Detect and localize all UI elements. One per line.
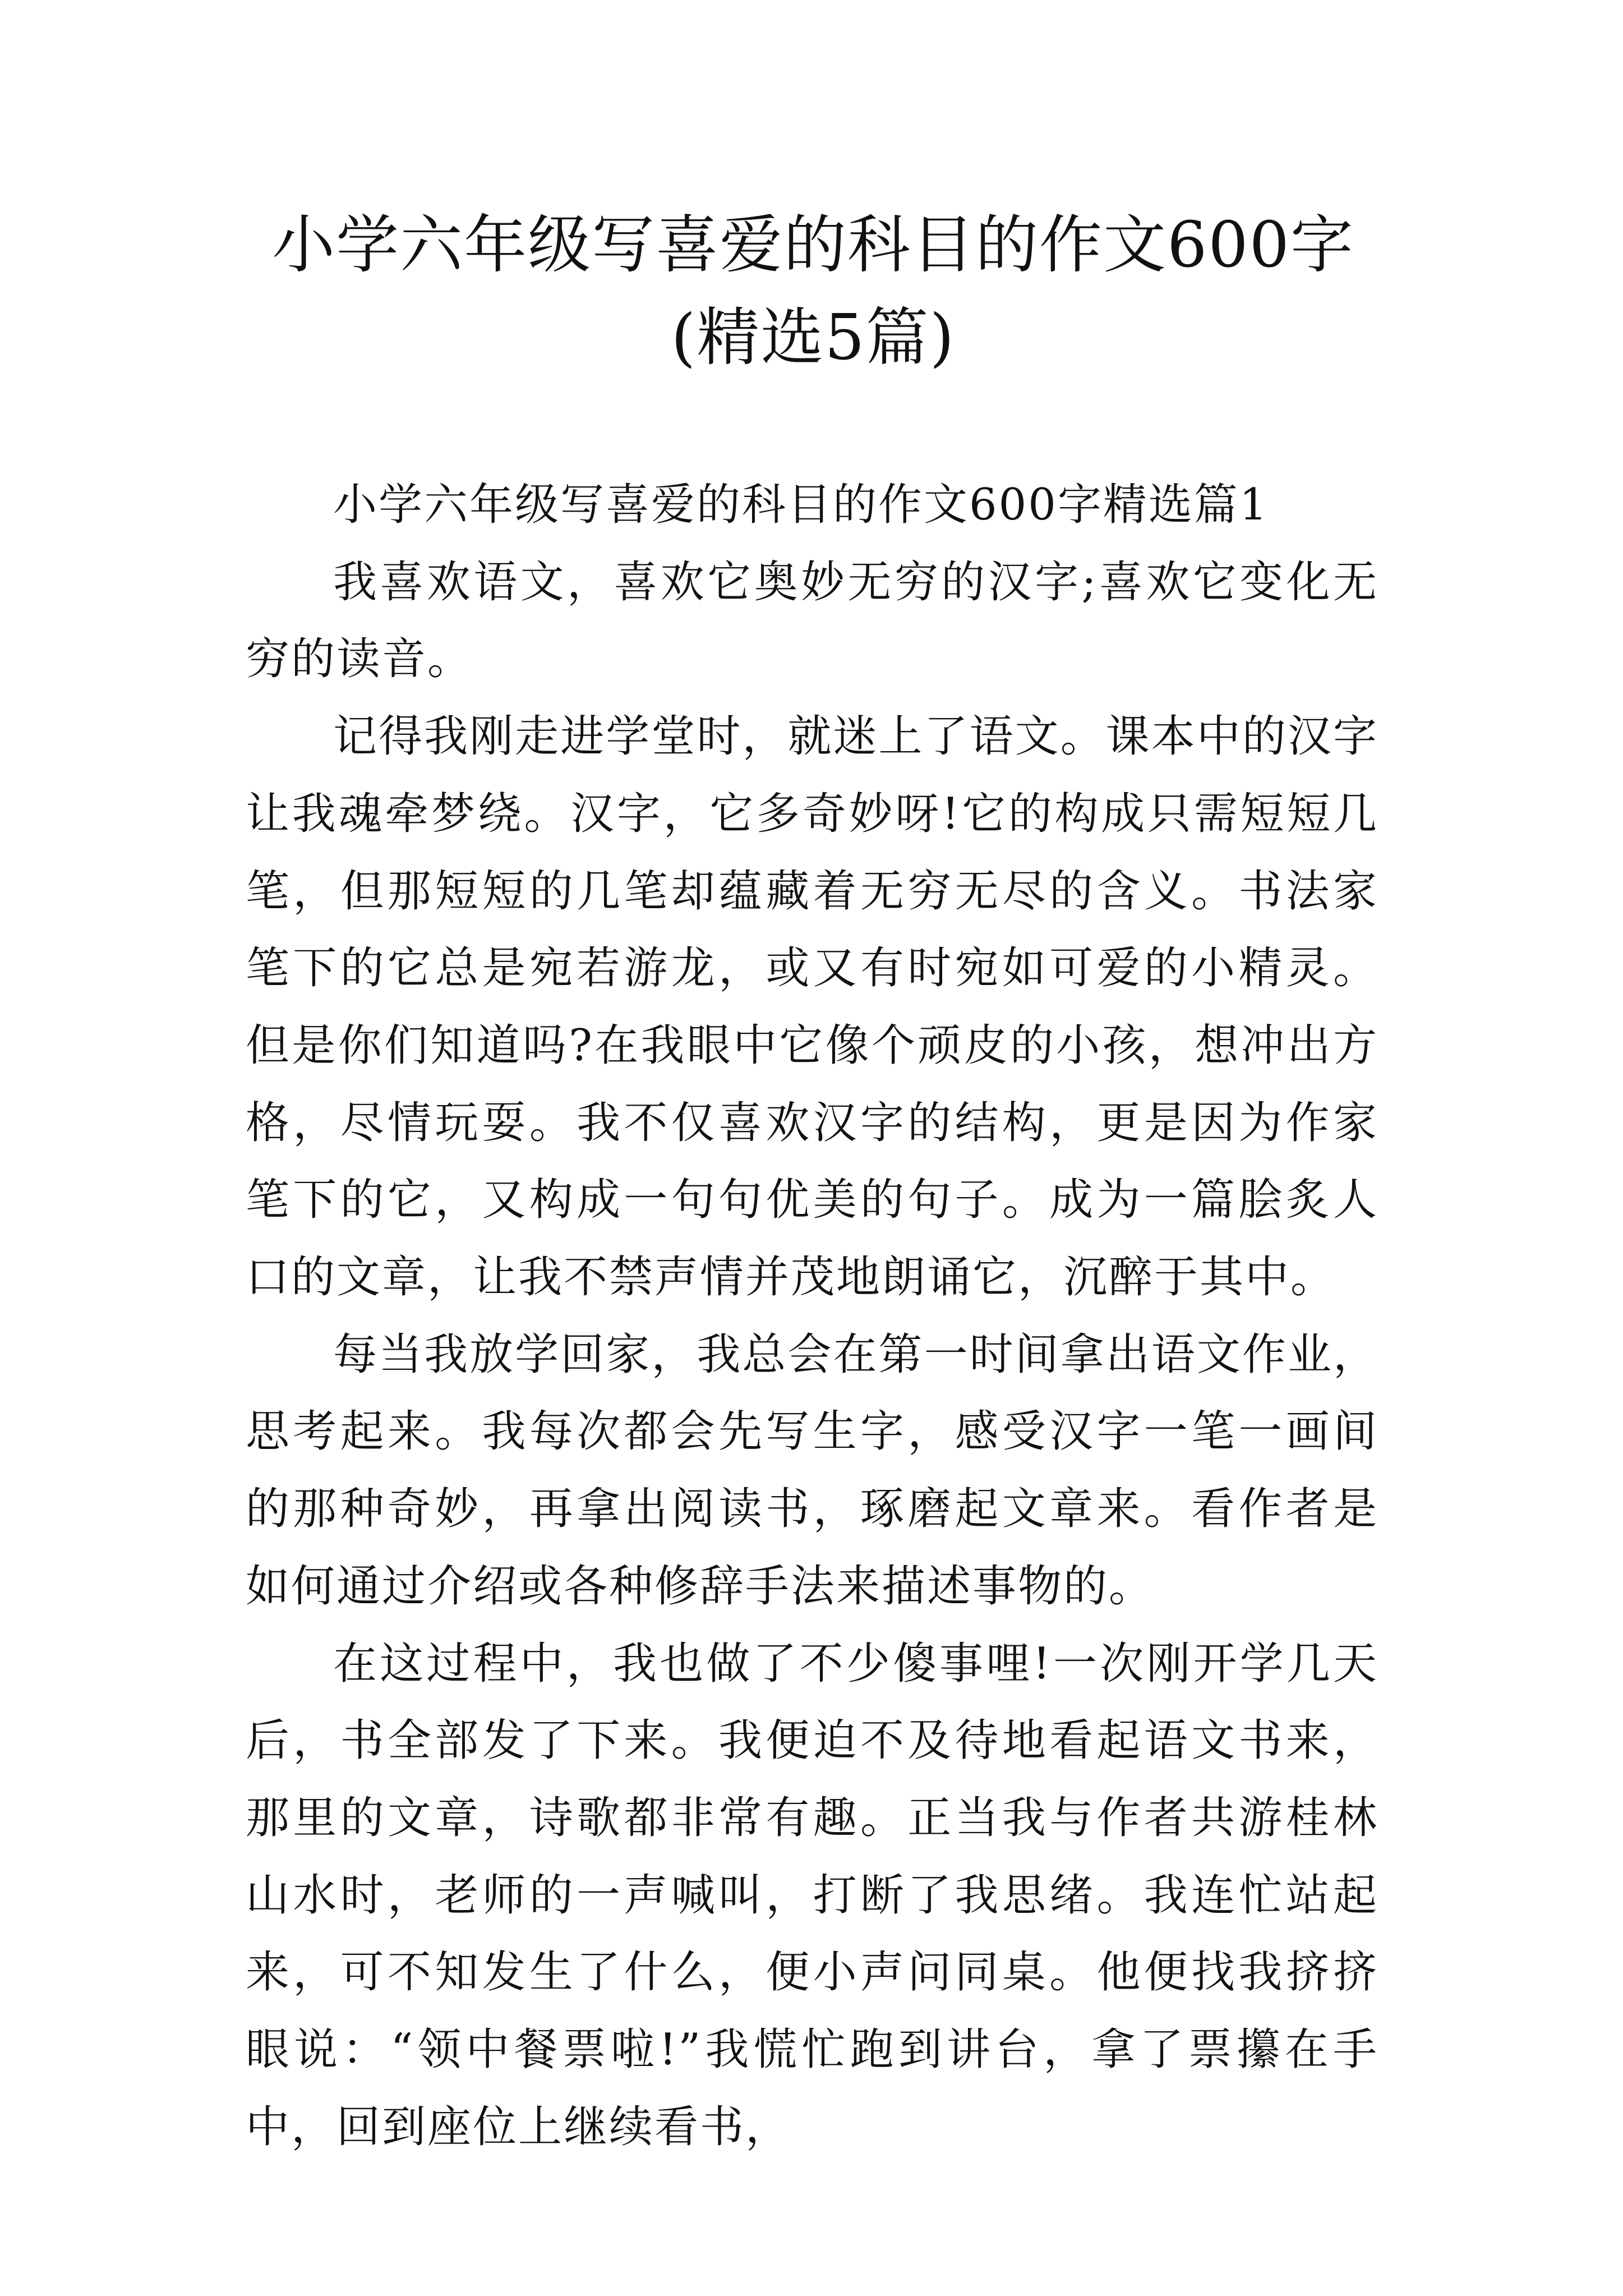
document-body (246, 467, 1378, 2166)
paragraph: 我喜欢语文，喜欢它奥妙无穷的汉字;喜欢它变化无穷的读音。 (246, 556, 1378, 685)
paragraph: 在这过程中，我也做了不少傻事哩!一次刚开学几天后，书全部发了下来。我便迫不及待地看起语文书来，那里的文章，诗歌都非常有趣。正当我与作者共游桂林山水时，老师的一声喊叫，打断了我思绪。我连忙站起来，可不知发生了什么，便小声问同桌。他便找我挤挤眼说：“领中餐票啦!”我慌忙跑到讲台，拿了票攥在手中，回到座位上继续看书， (246, 1638, 1378, 2152)
paragraph: 记得我刚走进学堂时，就迷上了语文。课本中的汉字让我魂牵梦绕。汉字，它多奇妙呀!它的构成只需短短几笔，但那短短的几笔却蕴藏着无穷无尽的含义。书法家笔下的它总是宛若游龙，或又有时宛如可爱的小精灵。但是你们知道吗?在我眼中它像个顽皮的小孩，想冲出方格，尽情玩耍。我不仅喜欢汉字的结构，更是因为作家笔下的它，又构成一句句优美的句子。成为一篇脍炙人口的文章，让我不禁声情并茂地朗诵它，沉醉于其中。 (246, 711, 1378, 1303)
essay-subtitle: 小学六年级写喜爱的科目的作文600字精选篇1 (333, 480, 1269, 530)
paragraph: 每当我放学回家，我总会在第一时间拿出语文作业，思考起来。我每次都会先写生字，感受汉字一笔一画间的那种奇妙，再拿出阅读书，琢磨起文章来。看作者是如何通过介绍或各种修辞手法来描述事物的。 (246, 1329, 1378, 1612)
document-title: 小学六年级写喜爱的科目的作文600字(精选5篇) (272, 209, 1354, 374)
